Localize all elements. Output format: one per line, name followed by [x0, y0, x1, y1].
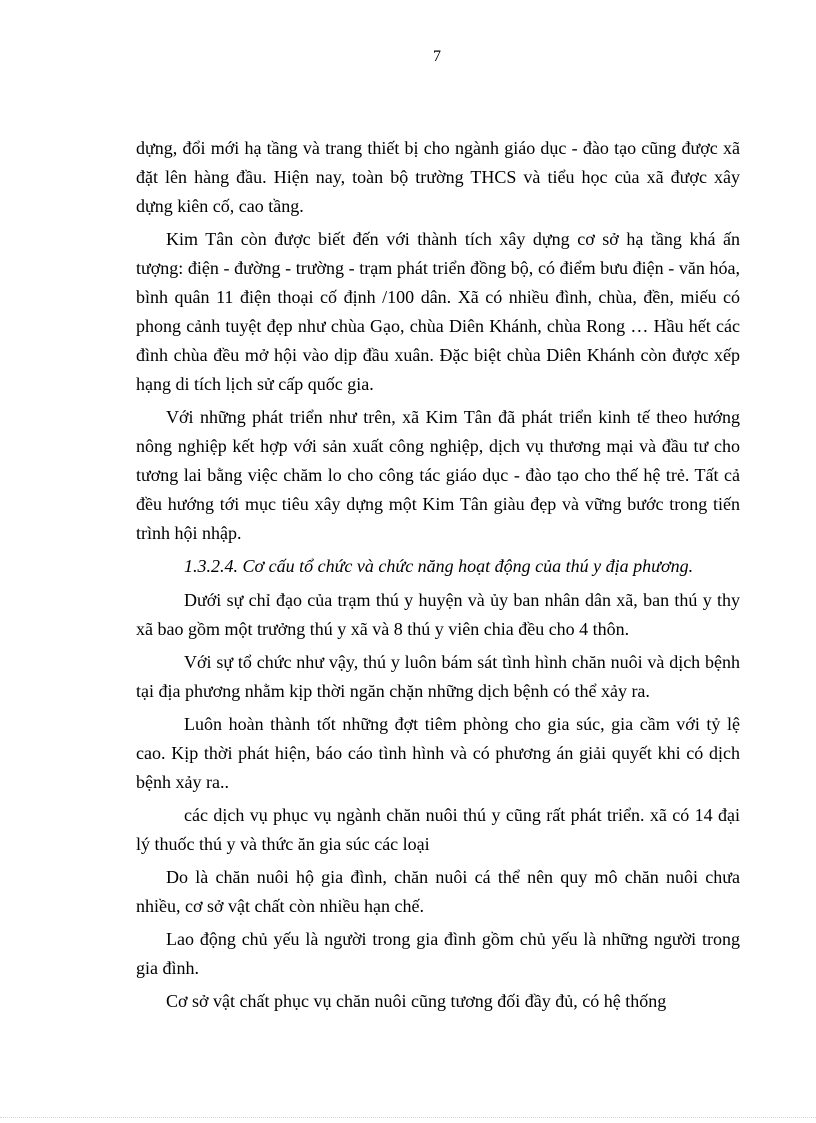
- paragraph-9: Lao động chủ yếu là người trong gia đình gồm chủ yếu là những người trong gia đình.: [136, 929, 740, 978]
- page-number: 7: [433, 48, 441, 65]
- section-heading: 1.3.2.4. Cơ cấu tổ chức và chức năng hoạt động của thú y địa phương.: [184, 556, 694, 576]
- document-body: [136, 134, 740, 1020]
- paragraph-3: Với những phát triển như trên, xã Kim Tân đã phát triển kinh tế theo hướng nông nghiệp kết hợp với sản xuất công nghiệp, dịch vụ thương mại và đầu tư cho tương lai bằng việc chăm lo cho công tác giáo dục - đào tạo cho thế hệ trẻ. Tất cả đều hướng tới mục tiêu xây dựng một Kim Tân giàu đẹp và vững bước trong tiến trình hội nhập.: [136, 407, 740, 543]
- paragraph-5: Với sự tổ chức như vậy, thú y luôn bám sát tình hình chăn nuôi và dịch bệnh tại địa phương nhằm kịp thời ngăn chặn những dịch bệnh có thể xảy ra.: [136, 652, 740, 701]
- paragraph-2: Kim Tân còn được biết đến với thành tích xây dựng cơ sở hạ tầng khá ấn tượng: điện - đường - trường - trạm phát triển đồng bộ, có điểm bưu điện - văn hóa, bình quân 11 điện thoại cố định /100 dân. Xã có nhiều đình, chùa, đền, miếu có phong cảnh tuyệt đẹp như chùa Gạo, chùa Diên Khánh, chùa Rong … Hầu hết các đình chùa đều mở hội vào dịp đầu xuân. Đặc biệt chùa Diên Khánh còn được xếp hạng di tích lịch sử cấp quốc gia.: [136, 229, 740, 394]
- paragraph-10: Cơ sở vật chất phục vụ chăn nuôi cũng tương đối đầy đủ, có hệ thống: [166, 991, 667, 1011]
- page-bottom-divider: [0, 1117, 816, 1118]
- paragraph-7: các dịch vụ phục vụ ngành chăn nuôi thú y cũng rất phát triển. xã có 14 đại lý thuốc thú y và thức ăn gia súc các loại: [136, 805, 740, 854]
- paragraph-8: Do là chăn nuôi hộ gia đình, chăn nuôi cá thể nên quy mô chăn nuôi chưa nhiều, cơ sở vật chất còn nhiều hạn chế.: [136, 867, 740, 916]
- paragraph-1: dựng, đổi mới hạ tầng và trang thiết bị cho ngành giáo dục - đào tạo cũng được xã đặt lên hàng đầu. Hiện nay, toàn bộ trường THCS và tiểu học của xã được xây dựng kiên cố, cao tầng.: [136, 138, 740, 216]
- paragraph-6: Luôn hoàn thành tốt những đợt tiêm phòng cho gia súc, gia cầm với tỷ lệ cao. Kịp thời phát hiện, báo cáo tình hình và có phương án giải quyết khi có dịch bệnh xảy ra..: [136, 714, 740, 792]
- paragraph-4: Dưới sự chỉ đạo của trạm thú y huyện và ủy ban nhân dân xã, ban thú y thy xã bao gồm một trưởng thú y xã và 8 thú y viên chia đều cho 4 thôn.: [136, 590, 740, 639]
